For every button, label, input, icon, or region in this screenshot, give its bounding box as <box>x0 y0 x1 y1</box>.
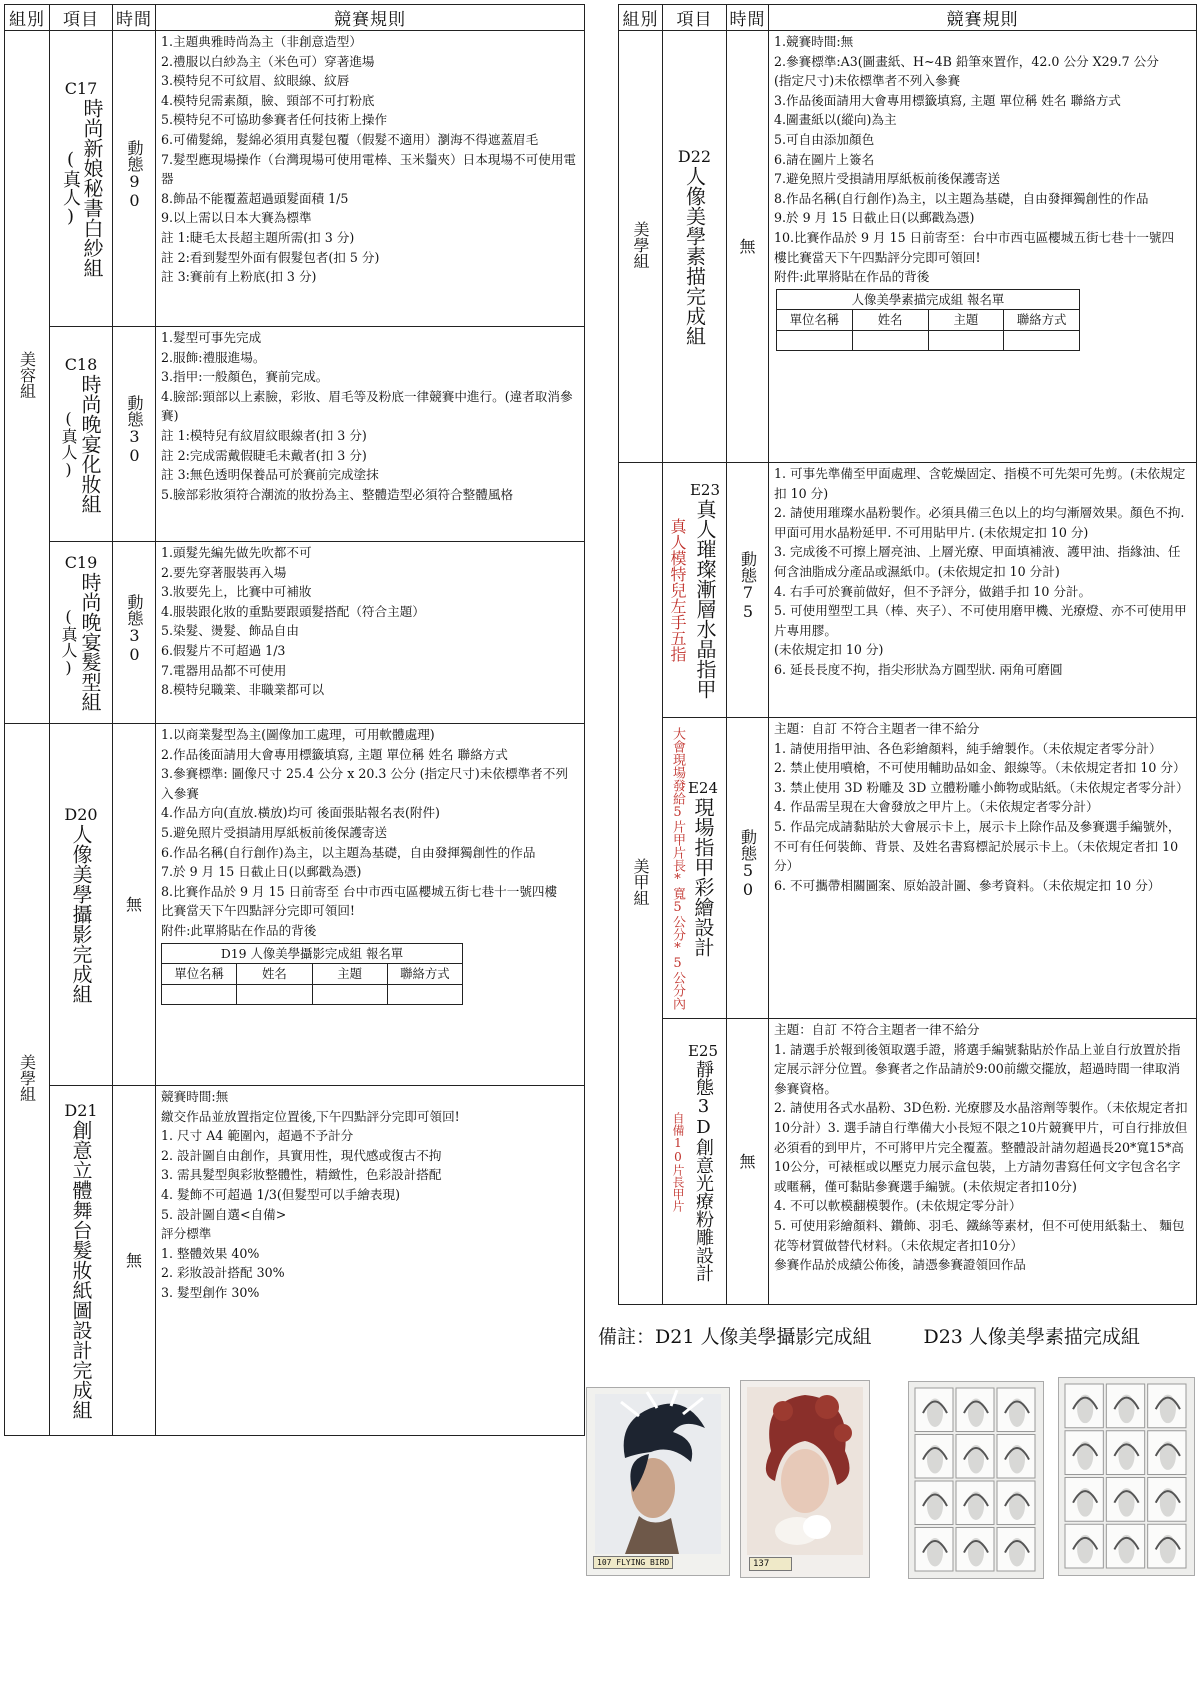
item-cell <box>50 724 113 1086</box>
rule-line: 3.參賽標準: 圖像尺寸 25.4 公分 x 20.3 公分 (指定尺寸)未依標準者不列入參賽 <box>161 766 568 801</box>
rule-line: 4. 右手可於賽前做好，但不予評分，做錯手扣 10 分計。 <box>774 583 1092 599</box>
right-rules-table <box>618 4 1197 1305</box>
rule-line: 3.指甲:一般顏色，賽前完成。 <box>161 369 329 385</box>
time-value: 無 <box>739 236 756 256</box>
form-col: 姓名 <box>237 964 312 985</box>
item-name: 靜態3D創意光療粉雕設計 <box>692 1059 714 1282</box>
sketch-image <box>909 1382 1043 1578</box>
time-value: 無 <box>125 894 142 914</box>
rule-line: 2. 請使用璀璨水晶粉製作。必須具備三色以上的均勻漸層效果。顏色不拘. 甲面可用水晶粉延甲. 不可用貼甲片. (未依規定扣 10 分) <box>774 505 1185 540</box>
rule-line: 8.比賽作品於 9 月 15 日前寄至 台中市西屯區櫻城五街七巷十一號四樓 <box>161 883 558 899</box>
item-name: 時尚晚宴化妝組 <box>78 373 102 514</box>
registration-form <box>161 943 463 1005</box>
form-blank[interactable] <box>852 330 928 350</box>
table-row <box>5 31 585 327</box>
rule-line: 5.臉部彩妝須符合潮流的妝扮為主、整體造型必須符合整體風格 <box>161 486 514 502</box>
item-code: E23 <box>689 481 721 499</box>
time-cell <box>727 1019 769 1305</box>
rule-line: 6.作品名稱(自行創作)為主，以主題為基礎，自由發揮獨創性的作品 <box>161 844 536 860</box>
rule-line: 2. 彩妝設計搭配 30% <box>161 1265 285 1281</box>
rule-line: 繳交作品並放置指定位置後,下午四點評分完即可領回! <box>161 1108 460 1124</box>
time-cell <box>113 724 156 1086</box>
rules-cell <box>156 31 585 327</box>
rule-line: 1.以商業髮型為主(圖像加工處理，可用軟體處理) <box>161 727 435 742</box>
rule-line: 2.作品後面請用大會專用標籤填寫, 主題 單位稱 姓名 聯絡方式 <box>161 746 508 762</box>
table-row <box>619 31 1197 463</box>
rules-cell <box>156 542 585 724</box>
rule-line: 評分標準 <box>161 1226 212 1242</box>
form-col: 主題 <box>312 964 387 985</box>
rule-line: 3.作品後面請用大會專用標籤填寫, 主題 單位稱 姓名 聯絡方式 <box>774 92 1121 108</box>
form-col: 姓名 <box>852 310 928 331</box>
header-group: 組別 <box>619 5 663 31</box>
item-code: E25 <box>687 1041 719 1060</box>
item-cell <box>50 1086 113 1436</box>
rule-line: 4. 不可以軟模翻模製作。(未依規定零分計） <box>774 1198 1022 1214</box>
item-code: D22 <box>677 147 712 166</box>
registration-form <box>776 289 1080 351</box>
form-blank[interactable] <box>162 984 237 1004</box>
item-code: E24 <box>687 779 719 797</box>
rule-line: 5. 可使用塑型工具（棒、夾子）、不可使用磨甲機、光療燈、亦不可使用甲片專用膠。 <box>774 603 1187 638</box>
form-blank[interactable] <box>237 984 312 1004</box>
rule-line: 8.飾品不能覆蓋超過頭髮面積 1/5 <box>161 190 349 206</box>
time-value: 動態75 <box>738 551 758 621</box>
form-title: 人像美學素描完成組 報名單 <box>777 289 1080 310</box>
photo-sketch-grid-2 <box>1058 1377 1195 1576</box>
rule-line: 1.髮型可事先完成 <box>161 330 262 345</box>
photo-label: 107 FLYING BIRD <box>593 1556 673 1569</box>
group-name: 美容組 <box>17 351 37 399</box>
item-cell <box>50 327 113 542</box>
portrait-image <box>741 1381 869 1577</box>
photo-sketch-grid-1 <box>908 1381 1044 1579</box>
header-time: 時間 <box>113 5 156 31</box>
table-row <box>619 463 1197 718</box>
item-name: 時尚新娘秘書白紗組 <box>80 98 104 278</box>
rules-cell <box>156 1086 585 1436</box>
rule-line: 4.服裝跟化妝的重點要跟頭髮搭配（符合主題） <box>161 603 425 619</box>
header-item: 項目 <box>50 5 113 31</box>
photo-flying-bird <box>586 1387 730 1576</box>
rule-line: 6.假髮片不可超過 1/3 <box>161 642 286 658</box>
header-group: 組別 <box>5 5 50 31</box>
item-name: 現場指甲彩繪設計 <box>690 797 715 957</box>
rules-cell <box>156 724 585 1086</box>
item-cell <box>663 1019 727 1305</box>
table-row <box>619 1019 1197 1305</box>
form-col: 單位名稱 <box>777 310 853 331</box>
rule-line: 2.參賽標準:A3(圖畫紙、H~4B 鉛筆來置作，42.0 公分 X29.7 公分 <box>774 53 1159 69</box>
rules-cell <box>769 31 1197 463</box>
rule-line: 1. 請使用指甲油、各色彩繪顏料，純手繪製作。（未依規定者零分計） <box>774 740 1162 756</box>
rule-line: 註 3:賽前有上粉底(扣 3 分) <box>161 269 317 285</box>
time-value: 動態30 <box>125 395 144 465</box>
rule-line: 6. 不可攜帶相關圖案、原始設計圖、參考資料。（未依規定扣 10 分） <box>774 877 1161 893</box>
left-rules-table <box>4 4 585 1436</box>
right-header-row <box>619 5 1197 31</box>
form-col: 單位名稱 <box>162 964 237 985</box>
rule-line: 4.臉部:頸部以上素臉，彩妝、眉毛等及粉底一律競賽中進行。(違者取消參賽) <box>161 388 573 424</box>
time-value: 無 <box>739 1151 756 1171</box>
rule-line: (指定尺寸)未依標準者不列入參賽 <box>774 73 961 89</box>
photo-label: 137 <box>749 1557 792 1571</box>
rule-line: 1. 可事先準備至甲面處理、含乾燥固定、指模不可先架可先剪。(未依規定扣 10 分) <box>774 466 1186 501</box>
rule-line: 註 3:無色透明保養品可於賽前完成塗抹 <box>161 467 379 483</box>
remark <box>598 1322 1140 1349</box>
table-row <box>5 1086 585 1436</box>
group-cell <box>5 31 50 724</box>
time-cell <box>113 1086 156 1436</box>
rule-line: 6. 延長長度不拘，指尖形狀為方圓型狀. 兩角可磨圓 <box>774 661 1063 677</box>
item-cell <box>50 542 113 724</box>
rule-line: 5. 可使用彩繪顏料、鑽飾、羽毛、鐵絲等素材，但不可使用紙黏土、 麵包花等材質做替代材料。（未依規定者扣10分） <box>774 1217 1185 1253</box>
item-note: (真人) <box>59 607 78 677</box>
rule-line: 3. 需具髮型與彩妝整體性，精緻性，色彩設計搭配 <box>161 1167 442 1183</box>
rule-line: 1. 請選手於報到後領取選手證，將選手編號黏貼於作品上並自行放置於指定展示評分位置。參賽者之作品請於9:00前繳交擺放，超過時間一律取消參賽資格。 <box>774 1041 1181 1096</box>
form-title: D19 人像美學攝影完成組 報名單 <box>162 943 463 964</box>
rule-line: 3.妝要先上，比賽中可補妝 <box>161 584 312 600</box>
item-cell <box>663 463 727 718</box>
item-name: 創意立體舞台髮妝紙圖設計完成組 <box>69 1120 93 1420</box>
rule-line: 1.競賽時間:無 <box>774 34 854 49</box>
rule-line: 10.比賽作品於 9 月 15 日前寄至：台中市西屯區櫻城五街七巷十一號四 <box>774 229 1175 245</box>
rule-line: 2. 禁止使用噴槍，不可使用輔助品如金、銀線等。（未依規定者扣 10 分） <box>774 760 1186 776</box>
item-code: D20 <box>64 805 98 824</box>
rule-line: 8.模特兒職業、非職業都可以 <box>161 682 325 698</box>
rule-line: 競賽時間:無 <box>161 1089 229 1104</box>
group-cell <box>619 31 663 463</box>
rule-line: 註 1:模特兒有紋眉紋眼線者(扣 3 分) <box>161 427 367 443</box>
item-code: C19 <box>64 553 98 572</box>
rule-line: 比賽當天下午四點評分完即可領回! <box>161 903 355 919</box>
left-header-row <box>5 5 585 31</box>
form-blank[interactable] <box>312 984 387 1004</box>
header-rules: 競賽規則 <box>156 5 585 31</box>
rule-line: 樓比賽當天下午四點評分完即可領回! <box>774 249 981 265</box>
table-row <box>619 718 1197 1019</box>
rule-line: 主題：自訂 不符合主題者一律不給分 <box>774 1022 980 1037</box>
rule-line: 3. 髮型創作 30% <box>161 1284 260 1300</box>
rule-line: 1. 整體效果 40% <box>161 1245 260 1261</box>
rule-line: 5. 作品完成請黏貼於大會展示卡上，展示卡上除作品及參賽選手編號外，不可有任何裝飾、背景、及姓名書寫標記於展示卡上。（未依規定者扣 10 分） <box>774 818 1181 874</box>
time-value: 動態50 <box>738 829 758 899</box>
header-item: 項目 <box>663 5 727 31</box>
form-blank[interactable] <box>777 330 853 350</box>
photo-doll <box>740 1380 870 1578</box>
header-time: 時間 <box>727 5 769 31</box>
group-cell <box>619 463 663 1305</box>
item-name: 人像美學攝影完成組 <box>69 824 93 1004</box>
item-name: 時尚晚宴髮型組 <box>78 572 102 712</box>
rule-line: (未依規定扣 10 分) <box>774 642 884 658</box>
group-name: 美甲組 <box>631 857 650 906</box>
rule-line: 註 2:完成需戴假睫毛未戴者(扣 3 分) <box>161 447 367 463</box>
rule-line: 5.模特兒不可協助參賽者任何技術上操作 <box>161 112 388 128</box>
form-blank[interactable] <box>387 984 462 1004</box>
rule-line: 註 2:看到髮型外面有假髮包者(扣 5 分) <box>161 249 380 265</box>
rule-line: 2. 請使用各式水晶粉、3D色粉. 光療膠及水晶溶劑等製作。（未依規定者扣10分計）3. 選手請自行準備大小長短不限之10片競賽甲片，可自行排放但必須看的到甲片，不可將甲片完全覆蓋。整體設計請勿超過長20*寬15*高10公分，可裱框或以壓克力展示盒包裝，上方請勿書寫任何文字包含名字或暱稱，僅可黏貼參賽選手編號。(未依規定者扣10分) <box>774 1100 1188 1194</box>
rule-line: 8.作品名稱(自行創作)為主，以主題為基礎，自由發揮獨創性的作品 <box>774 190 1149 206</box>
rule-line: 5.染髮、燙髮、飾品自由 <box>161 623 299 639</box>
rule-line: 附件:此單將貼在作品的背後 <box>161 922 317 938</box>
time-cell <box>727 718 769 1019</box>
item-note: (真人) <box>59 408 78 479</box>
rule-line: 2. 設計圖自由創作，具實用性，現代感或復古不拘 <box>161 1147 442 1163</box>
item-note: (真人) <box>60 149 81 227</box>
item-cell <box>663 718 727 1019</box>
rules-cell <box>769 718 1197 1019</box>
time-cell <box>113 31 156 327</box>
rule-line: 註 1:睫毛太長超主題所需(扣 3 分) <box>161 229 355 245</box>
rule-line: 6.可備髮綿，髮綿必須用真髮包覆（假髮不適用）瀏海不得遮蓋眉毛 <box>161 131 539 147</box>
form-blank[interactable] <box>928 330 1004 350</box>
rules-cell <box>769 1019 1197 1305</box>
rule-line: 1.主題典雅時尚為主（非創意造型） <box>161 34 362 49</box>
portrait-image <box>587 1388 729 1575</box>
table-row <box>5 724 585 1086</box>
rule-line: 9.於 9 月 15 日截止日(以郵戳為憑) <box>774 210 975 226</box>
group-name: 美學組 <box>631 220 650 269</box>
rule-line: 6.請在圖片上簽名 <box>774 151 875 167</box>
rule-line: 3. 禁止使用 3D 粉雕及 3D 立體粉雕小飾物或貼紙。（未依規定者零分計） <box>774 779 1189 795</box>
group-cell <box>5 724 50 1436</box>
item-note: 真人模特兒左手五指 <box>667 518 687 662</box>
time-value: 動態30 <box>125 593 144 664</box>
rule-line: 4. 髮飾不可超過 1/3(但髮型可以手繪表現) <box>161 1186 401 1202</box>
rule-line: 主題：自訂 不符合主題者一律不給分 <box>774 721 980 736</box>
form-col: 主題 <box>928 310 1004 331</box>
header-rules: 競賽規則 <box>769 5 1197 31</box>
rule-line: 1.頭髮先編先做先吹都不可 <box>161 545 312 560</box>
rule-line: 7.於 9 月 15 日截止日(以郵戳為憑) <box>161 864 362 880</box>
rule-line: 5. 設計圖自選<自備> <box>161 1206 287 1222</box>
rule-line: 4.作品方向(直放.橫放)均可 後面張貼報名表(附件) <box>161 805 440 821</box>
rule-line: 2.要先穿著服裝再入場 <box>161 564 287 580</box>
rule-line: 4.圖畫紙以(縱向)為主 <box>774 112 897 128</box>
item-cell <box>50 31 113 327</box>
remark-b: D23 人像美學素描完成組 <box>923 1326 1140 1348</box>
group-name: 美學組 <box>17 1053 37 1102</box>
rules-cell <box>156 327 585 542</box>
rule-line: 3.模特兒不可紋眉、紋眼線、紋唇 <box>161 73 350 89</box>
rule-line: 4.模特兒需素顏，臉、頸部不可打粉底 <box>161 92 375 108</box>
rules-cell <box>769 463 1197 718</box>
item-name: 真人璀璨漸層水晶指甲 <box>692 499 717 699</box>
item-note: 自備10片長甲片 <box>670 1111 685 1212</box>
time-cell <box>113 542 156 724</box>
form-col: 聯絡方式 <box>1004 310 1080 331</box>
rule-line: 9.以上需以日本大賽為標準 <box>161 210 312 226</box>
rule-line: 7.髮型應現場操作（台灣現場可使用電棒、玉米鬚夾）日本現場不可使用電器 <box>161 151 577 187</box>
rule-line: 7.避免照片受損請用厚紙板前後保護寄送 <box>774 171 1001 187</box>
rule-line: 7.電器用品都不可使用 <box>161 662 287 678</box>
item-code: C17 <box>64 79 98 98</box>
table-row <box>5 542 585 724</box>
rule-line: 5.可自由添加顏色 <box>774 131 875 147</box>
item-code: D21 <box>64 1101 98 1120</box>
rule-line: 4. 作品需呈現在大會發放之甲片上。（未依規定者零分計） <box>774 799 1099 815</box>
item-note: 大會現場發給5片甲片長*寬5公分*5公分內 <box>669 726 685 1010</box>
time-value: 動態90 <box>125 139 144 210</box>
rule-line: 3. 完成後不可擦上層亮油、上層光療、甲面填補液、護甲油、指緣油、任何含油脂成分產品或濕紙巾。(未依規定扣 10 分計) <box>774 544 1181 579</box>
item-cell <box>663 31 727 463</box>
time-cell <box>727 31 769 463</box>
rule-line: 1. 尺寸 A4 範圍內，超過不予計分 <box>161 1128 354 1144</box>
rule-line: 參賽作品於成績公佈後，請憑參賽證領回作品 <box>774 1257 1026 1273</box>
table-row <box>5 327 585 542</box>
time-cell <box>113 327 156 542</box>
rule-line: 2.禮服以白紗為主（米色可）穿著進場 <box>161 53 375 69</box>
sketch-image <box>1059 1378 1194 1575</box>
rule-line: 2.服飾:禮服進場。 <box>161 349 266 365</box>
form-col: 聯絡方式 <box>387 964 462 985</box>
remark-a: 備註：D21 人像美學攝影完成組 <box>598 1326 872 1348</box>
form-blank[interactable] <box>1004 330 1080 350</box>
rule-line: 附件:此單將貼在作品的背後 <box>774 269 930 285</box>
item-code: C18 <box>64 354 98 374</box>
item-name: 人像美學素描完成組 <box>682 166 707 346</box>
time-cell <box>727 463 769 718</box>
rule-line: 5.避免照片受損請用厚紙板前後保護寄送 <box>161 824 388 840</box>
time-value: 無 <box>125 1250 142 1270</box>
